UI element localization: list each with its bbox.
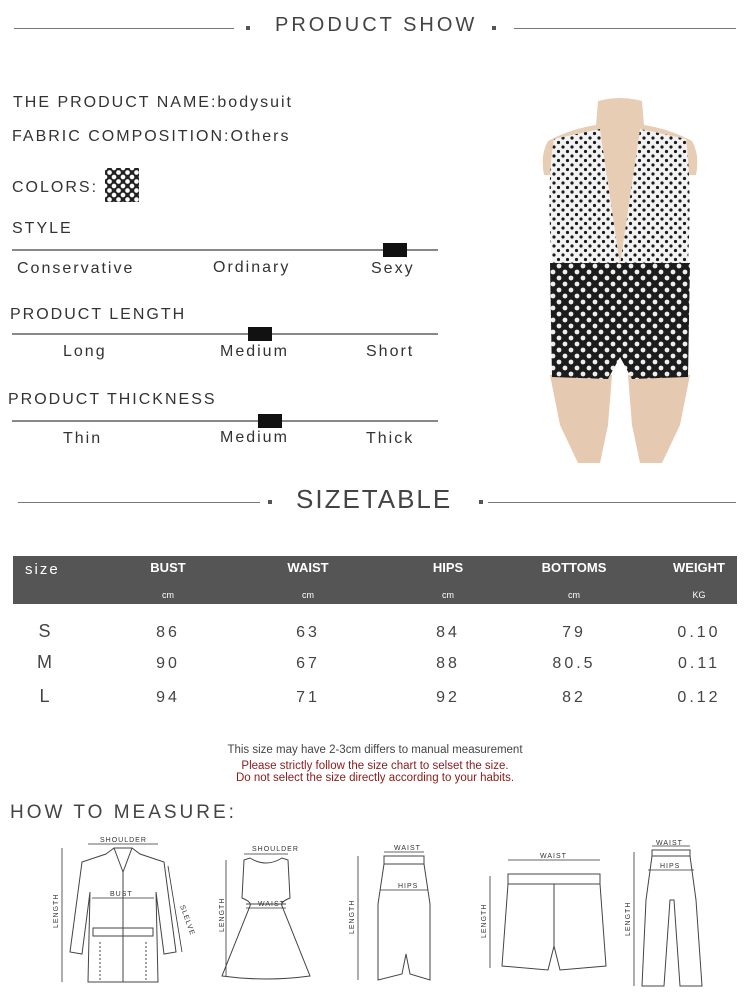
thickness-marker [258, 414, 282, 428]
style-marker [383, 243, 407, 257]
style-scale-line [12, 249, 438, 251]
jacket-sleeve-label: SLELVE [178, 904, 196, 937]
pants-hips-label: HIPS [660, 863, 681, 870]
col-header-bust: BUST [150, 560, 186, 575]
dress-shoulder-label: SHOULDER [252, 846, 299, 853]
skirt-measure-diagram [342, 844, 442, 984]
note-follow-chart: Please strictly follow the size chart to selset the size. [241, 760, 509, 772]
unit-bust: cm [162, 590, 174, 600]
how-to-measure-title: HOW TO MEASURE: [10, 802, 237, 823]
thickness-option-thick: Thick [366, 430, 415, 447]
table-row-s-waist: 63 [296, 624, 320, 641]
sizetable-dot-left [268, 500, 272, 504]
colors-label: COLORS: [12, 179, 99, 196]
table-row-s-bottoms: 79 [562, 624, 586, 641]
note-measurement: This size may have 2-3cm differs to manual measurement [227, 744, 523, 756]
table-row-m-waist: 67 [296, 655, 320, 672]
pants-measure-diagram [622, 840, 732, 990]
product-photo [520, 95, 720, 467]
shorts-length-label: LENGTH [481, 903, 488, 938]
table-row-l-bust: 94 [156, 689, 180, 706]
col-header-bottoms: BOTTOMS [541, 560, 607, 575]
table-row-m-size: M [37, 652, 55, 672]
pants-length-label: LENGTH [625, 901, 632, 936]
jacket-length-label: LENGTH [53, 893, 60, 928]
header-dot-right [492, 26, 496, 30]
table-row-l-size: L [39, 686, 53, 706]
table-row-s-bust: 86 [156, 624, 180, 641]
thickness-title: PRODUCT THICKNESS [8, 391, 217, 408]
fabric-composition [12, 128, 290, 146]
style-title: STYLE [12, 220, 73, 237]
col-header-hips: HIPS [432, 560, 464, 575]
sizetable-line-right [488, 502, 736, 503]
fabric-label: FABRIC COMPOSITION: [12, 128, 231, 145]
table-row-m-bottoms: 80.5 [552, 655, 596, 672]
table-row-m-weight: 0.11 [678, 655, 720, 672]
header-line-right [514, 28, 736, 29]
unit-hips: cm [442, 590, 454, 600]
shorts-measure-diagram [476, 846, 616, 976]
table-row-l-waist: 71 [296, 689, 320, 706]
length-marker [248, 327, 272, 341]
style-option-ordinary: Ordinary [213, 259, 291, 276]
skirt-hips-label: HIPS [398, 883, 419, 890]
table-row-l-hips: 92 [436, 689, 460, 706]
size-table-header [13, 556, 737, 604]
skirt-waist-label: WAIST [394, 845, 421, 852]
col-header-weight: WEIGHT [673, 560, 725, 575]
header-line-left [14, 28, 234, 29]
product-name [13, 94, 293, 112]
thickness-option-medium: Medium [220, 429, 289, 446]
dress-measure-diagram [216, 842, 316, 984]
jacket-bust-label: BUST [110, 891, 133, 898]
table-row-s-size: S [38, 621, 54, 641]
length-title: PRODUCT LENGTH [10, 306, 187, 323]
jacket-measure-diagram [48, 832, 198, 990]
table-row-s-hips: 84 [436, 624, 460, 641]
table-row-l-weight: 0.12 [677, 689, 721, 706]
table-row-m-hips: 88 [436, 655, 460, 672]
jacket-shoulder-label: SHOULDER [100, 837, 147, 844]
sizetable-dot-right [479, 500, 483, 504]
length-option-short: Short [366, 343, 415, 360]
length-option-long: Long [63, 343, 107, 360]
col-header-size: size [25, 561, 60, 578]
thickness-scale-line [12, 420, 438, 422]
fabric-value: Others [230, 128, 291, 145]
table-row-l-bottoms: 82 [562, 689, 586, 706]
style-option-conservative: Conservative [17, 260, 135, 277]
length-option-medium: Medium [220, 343, 289, 360]
polka-dot-color-swatch[interactable] [105, 168, 139, 202]
product-name-label: THE PRODUCT NAME: [13, 94, 218, 111]
product-show-title: PRODUCT SHOW [275, 14, 478, 36]
sizetable-title: SIZETABLE [296, 484, 453, 514]
unit-bottoms: cm [568, 590, 580, 600]
style-option-sexy: Sexy [371, 260, 415, 277]
dress-waist-label: WAIST [258, 901, 285, 908]
pants-waist-label: WAIST [656, 840, 683, 847]
header-dot-left [246, 26, 250, 30]
product-name-value: bodysuit [217, 94, 293, 111]
sizetable-line-left [18, 502, 260, 503]
unit-waist: cm [302, 590, 314, 600]
shorts-waist-label: WAIST [540, 853, 567, 860]
table-row-s-weight: 0.10 [677, 624, 721, 641]
col-header-waist: WAIST [287, 560, 329, 575]
table-row-m-bust: 90 [156, 655, 180, 672]
note-do-not-select: Do not select the size directly according to your habits. [235, 772, 515, 784]
unit-weight: KG [692, 590, 706, 600]
skirt-length-label: LENGTH [349, 899, 356, 934]
dress-length-label: LENGTH [219, 897, 226, 932]
thickness-option-thin: Thin [63, 430, 103, 447]
length-scale-line [12, 333, 438, 335]
